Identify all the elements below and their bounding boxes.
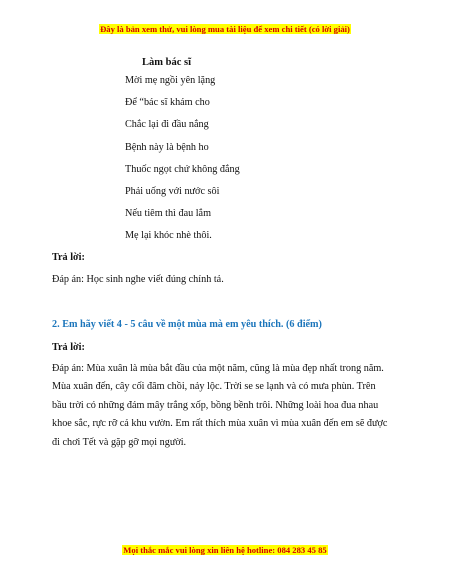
poem-line: Phải uống với nước sôi <box>125 185 220 197</box>
answer-2-line: bầu trời có những đám mây trắng xốp, bồng bềnh trôi. Những loài hoa đua nhau <box>52 399 379 411</box>
question-2: 2. Em hãy viết 4 - 5 câu về một mùa mà em yêu thích. (6 điểm) <box>52 319 322 330</box>
poem-line: Chắc lại đi đầu nắng <box>125 119 209 131</box>
poem-title: Làm bác sĩ <box>142 57 192 68</box>
poem-line: Bệnh này là bệnh ho <box>125 141 209 153</box>
preview-notice-text: Đây là bản xem thử, vui lòng mua tài liệu để xem chi tiết (có lời giải) <box>100 24 350 34</box>
poem-line: Để “bác sĩ khám cho <box>125 97 210 109</box>
hotline-notice-banner <box>0 545 450 555</box>
answer-2-line: Mùa xuân đến, cây cối đâm chồi, nảy lộc. Trời se se lạnh và có mưa phùn. Trên <box>52 381 376 393</box>
preview-notice-banner <box>0 24 450 34</box>
answer-1-text: Đáp án: Học sinh nghe viết đúng chính tả. <box>52 274 224 285</box>
answer-1-label: Trả lời: <box>52 252 85 263</box>
poem-lines <box>125 74 240 252</box>
poem-line: Mời mẹ ngồi yên lặng <box>125 75 216 86</box>
poem-line: Mẹ lại khóc nhè thôi. <box>125 230 212 242</box>
answer-2-line: khoe sắc, rực rỡ cả khu vườn. Em rất thích mùa xuân vì mùa xuân đến em sẽ được <box>52 418 388 430</box>
answer-2-label: Trả lời: <box>52 342 85 353</box>
poem-line: Thuốc ngọt chứ không đắng <box>125 163 240 175</box>
poem-line: Nếu tiêm thì đau lắm <box>125 208 212 220</box>
answer-2-line: Đáp án: Mùa xuân là mùa bắt đầu của một năm, cũng là mùa đẹp nhất trong năm. <box>52 363 384 374</box>
answer-2-line: đi chơi Tết và gặp gỡ mọi người. <box>52 436 187 448</box>
answer-2-paragraph <box>52 360 402 452</box>
hotline-notice-text: Mọi thắc mắc vui lòng xin liên hệ hotline: 084 283 45 85 <box>123 545 327 555</box>
